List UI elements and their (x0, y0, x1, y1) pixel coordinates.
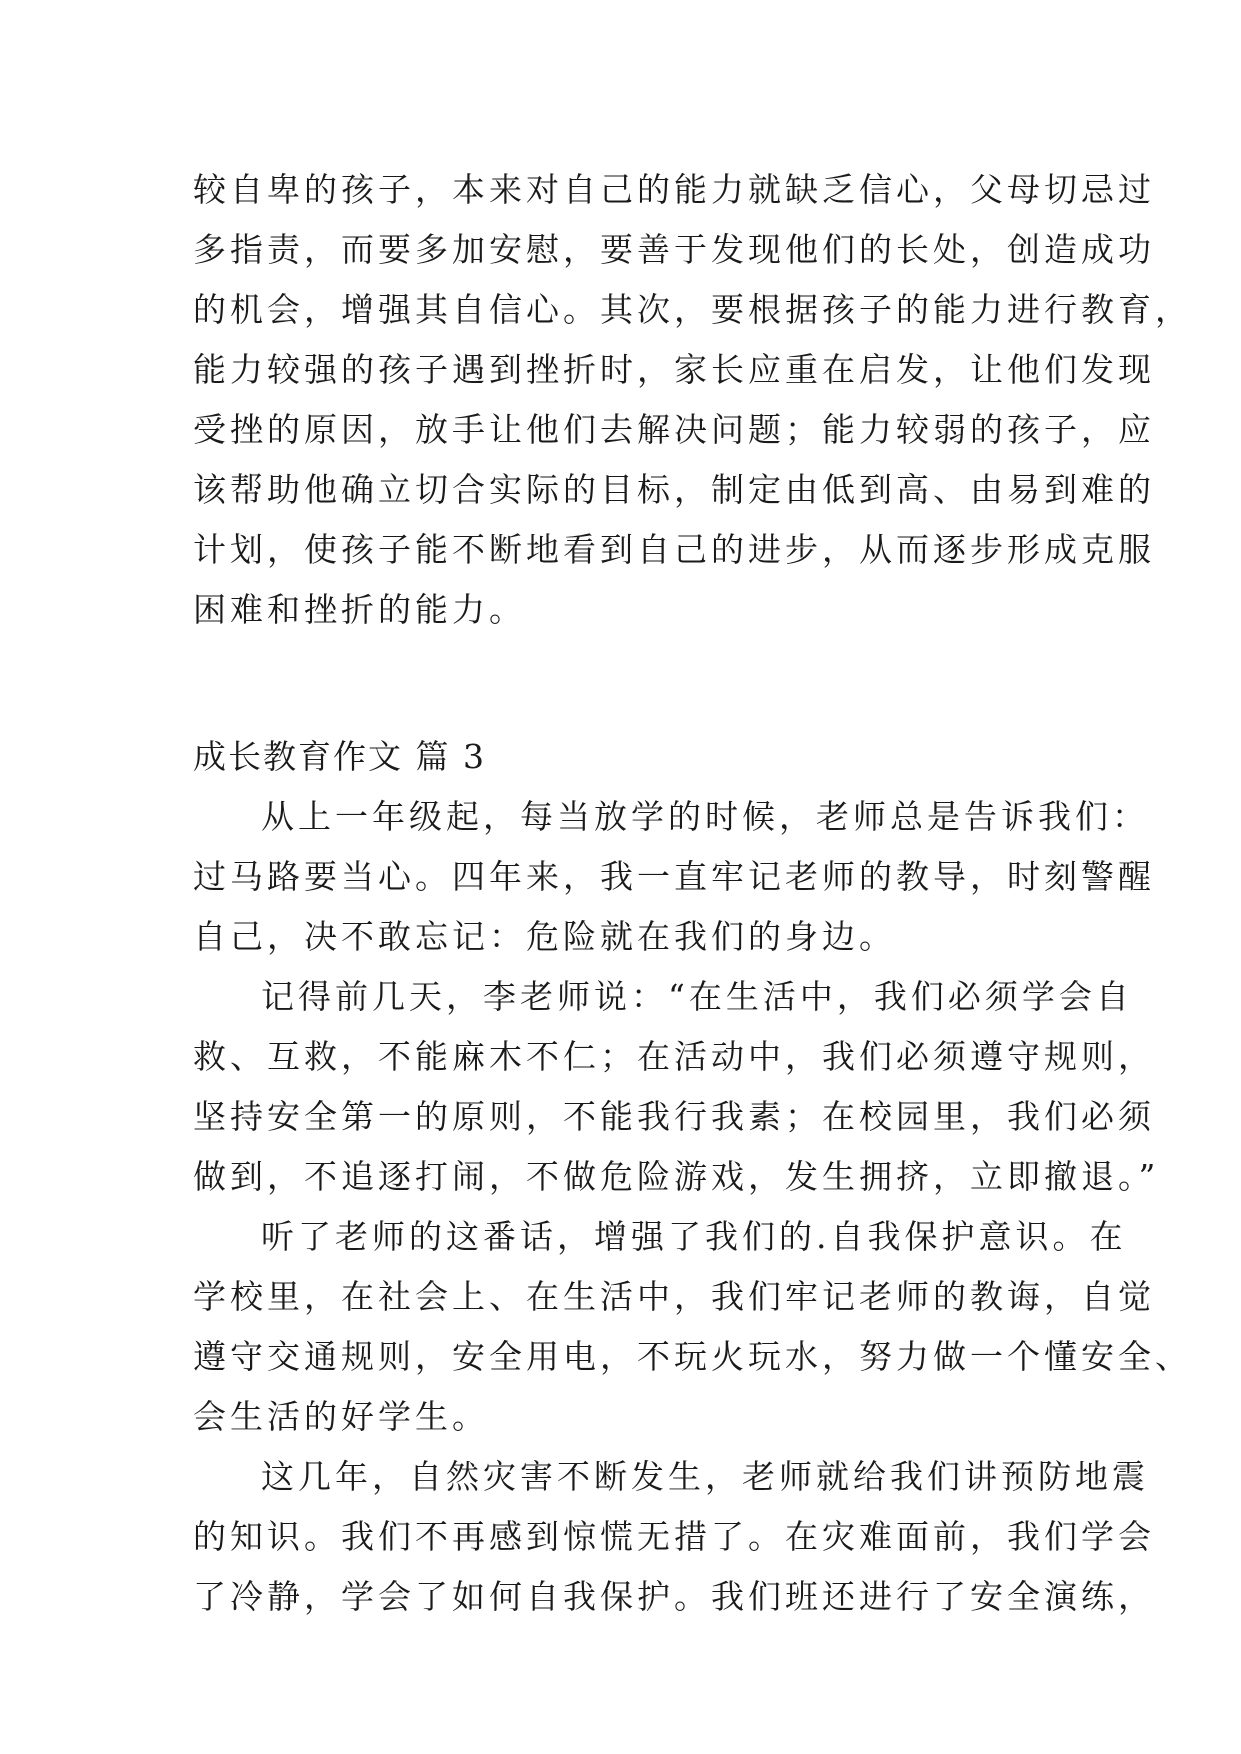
text-line: 遵守交通规则，安全用电，不玩火玩水，努力做一个懂安全、 (193, 1337, 1192, 1376)
text-line: 这几年，自然灾害不断发生，老师就给我们讲预防地震 (261, 1457, 1149, 1496)
text-line: 计划，使孩子能不断地看到自己的进步，从而逐步形成克服 (193, 530, 1155, 569)
text-line: 该帮助他确立切合实际的目标，制定由低到高、由易到难的 (193, 470, 1155, 509)
text-line: 记得前几天，李老师说：“在生活中，我们必须学会自 (261, 977, 1133, 1016)
text-line: 做到，不追逐打闹，不做危险游戏，发生拥挤，立即撤退。” (193, 1157, 1160, 1196)
document-body (193, 160, 1192, 1627)
text-line: 从上一年级起，每当放学的时候，老师总是告诉我们： (261, 797, 1149, 836)
text-line: 会生活的好学生。 (193, 1397, 489, 1436)
text-line: 自己，决不敢忘记：危险就在我们的身边。 (193, 917, 896, 956)
section-title: 成长教育作文 篇 3 (193, 737, 486, 776)
text-line: 的知识。我们不再感到惊慌无措了。在灾难面前，我们学会 (193, 1517, 1155, 1556)
text-line: 过马路要当心。四年来，我一直牢记老师的教导，时刻警醒 (193, 857, 1155, 896)
paragraph-2 (193, 967, 1160, 1207)
text-line: 救、互救，不能麻木不仁；在活动中，我们必须遵守规则， (193, 1037, 1155, 1076)
text-line: 较自卑的孩子，本来对自己的能力就缺乏信心，父母切忌过 (193, 170, 1155, 209)
paragraph-1 (193, 787, 1155, 967)
text-line: 的机会，增强其自信心。其次，要根据孩子的能力进行教育， (193, 290, 1192, 329)
text-line: 了冷静，学会了如何自我保护。我们班还进行了安全演练， (193, 1577, 1155, 1616)
text-line: 困难和挫折的能力。 (193, 590, 526, 629)
section-spacer (193, 640, 1053, 727)
paragraph-continued (193, 160, 1192, 640)
text-line: 受挫的原因，放手让他们去解决问题；能力较弱的孩子，应 (193, 410, 1155, 449)
text-line: 听了老师的这番话，增强了我们的.自我保护意识。在 (261, 1217, 1127, 1256)
text-line: 多指责，而要多加安慰，要善于发现他们的长处，创造成功 (193, 230, 1155, 269)
text-line: 能力较强的孩子遇到挫折时，家长应重在启发，让他们发现 (193, 350, 1155, 389)
text-line: 坚持安全第一的原则，不能我行我素；在校园里，我们必须 (193, 1097, 1155, 1136)
paragraph-3 (193, 1207, 1192, 1447)
paragraph-4 (193, 1447, 1155, 1627)
text-line: 学校里，在社会上、在生活中，我们牢记老师的教诲，自觉 (193, 1277, 1155, 1316)
